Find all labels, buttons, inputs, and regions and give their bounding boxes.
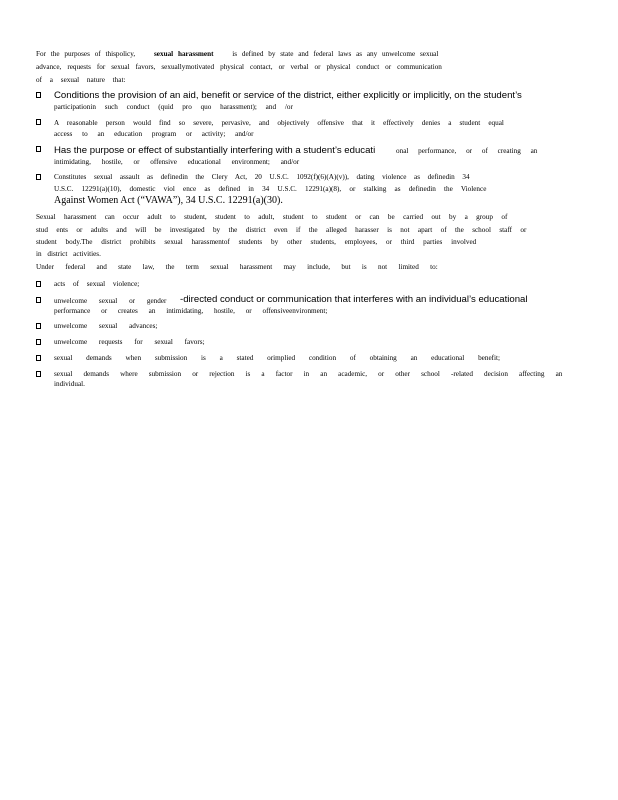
condition-1-lead (54, 90, 522, 101)
intro-line-1 (36, 50, 534, 59)
defined-term: sexual harassment (153, 50, 214, 58)
example-5 (54, 354, 500, 363)
example-6-line1 (54, 370, 562, 379)
example-text: unwelcome sexual or gender (54, 297, 167, 305)
para2-line-4 (36, 250, 101, 259)
intro-line-3 (36, 76, 125, 85)
intro-text: For the purposes of thispolicy, (36, 50, 136, 58)
condition-1-line2 (54, 103, 293, 112)
example-text: sexual demands where submission or rejection is a factor in an academic, or other school -related decision affecting an (54, 370, 563, 378)
example-2-line1 (54, 297, 166, 306)
condition-text: Constitutes sexual assault as definedin the Clery Act, 20 U.S.C. 1092(f)(6)(A)(v)), dating violence as definedin 34 (54, 173, 470, 181)
example-text: -directed conduct or communication that interferes with an individual’s educational (180, 294, 528, 305)
example-6-line2 (54, 380, 85, 389)
bullet-icon (36, 173, 41, 182)
intro-line-2 (36, 63, 548, 72)
para2-line-2 (36, 226, 526, 235)
condition-text: A reasonable person would find so severe, pervasive, and objectively offensive that it effectively denies a student equal (54, 119, 504, 127)
example-text: performance or creates an intimidating, hostile, or offensiveenvironment; (54, 307, 328, 315)
condition-3-lead-tail (396, 147, 537, 156)
bullet-icon (36, 118, 41, 127)
example-text: acts of sexual violence; (54, 280, 140, 288)
condition-text: Conditions the provision of an aid, benefit or service of the district, either explicitly or implicitly, on the student’s (54, 90, 522, 101)
paragraph-text: in district activities. (36, 250, 101, 258)
condition-4-line2 (54, 185, 486, 194)
bullet-icon (36, 370, 41, 379)
condition-3-lead (54, 145, 375, 156)
intro-text: advance, requests for sexual favors, sexuallymotivated physical contact, or verbal or physical conduct or communication (36, 63, 442, 71)
example-2-line2 (54, 307, 327, 316)
condition-2-line1 (54, 119, 568, 128)
paragraph-text: stud ents or adults and will be investigated by the district even if the alleged harasser is not apart of the school staff or (36, 226, 527, 234)
condition-text: Against Women Act (“VAWA”), 34 U.S.C. 12291(a)(30). (54, 195, 283, 206)
paragraph-text: Under federal and state law, the term sexual harassment may include, but is not limited to: (36, 263, 438, 271)
example-text: sexual demands when submission is a stated orimplied condition of obtaining an educational benefit; (54, 354, 501, 362)
condition-text: participationin such conduct (quid pro quo harassment); and /or (54, 103, 293, 111)
para2-line-1 (36, 213, 507, 222)
condition-text: intimidating, hostile, or offensive educational environment; and/or (54, 158, 300, 166)
condition-4-line1 (54, 173, 470, 182)
condition-text: U.S.C. 12291(a)(10), domestic viol ence as defined in 34 U.S.C. 12291(a)(8), or stalking as definedin the Violence (54, 185, 487, 193)
paragraph-text: student body.The district prohibits sexual harassmentof students by other students, employees, or third parties involved (36, 238, 477, 246)
condition-3-line2 (54, 158, 299, 167)
paragraph-text: Sexual harassment can occur adult to student, student to adult, student to student or can be carried out by a group of (36, 213, 508, 221)
bullet-icon (36, 280, 41, 289)
example-4 (54, 338, 205, 347)
bullet-icon (36, 338, 41, 347)
example-2-line1-big (180, 294, 528, 305)
condition-text: access to an education program or activity; and/or (54, 130, 254, 138)
bullet-icon (36, 296, 41, 305)
condition-text: onal performance, or of creating an (396, 147, 538, 155)
bullet-icon (36, 322, 41, 331)
condition-text: Has the purpose or effect of substantially interfering with a student’s educati (54, 145, 376, 156)
intro-text: of a sexual nature that: (36, 76, 126, 84)
intro-text: is defined by state and federal laws as any unwelcome sexual (232, 50, 439, 58)
bullet-icon (36, 145, 41, 154)
bullet-icon (36, 91, 41, 100)
example-3 (54, 322, 157, 331)
para2-line-3 (36, 238, 476, 247)
example-text: unwelcome requests for sexual favors; (54, 338, 205, 346)
example-text: unwelcome sexual advances; (54, 322, 158, 330)
condition-4-line3 (54, 195, 283, 206)
bullet-icon (36, 354, 41, 363)
para2-line-5 (36, 263, 438, 272)
condition-2-line2 (54, 130, 254, 139)
example-1 (54, 280, 139, 289)
example-text: individual. (54, 380, 85, 388)
